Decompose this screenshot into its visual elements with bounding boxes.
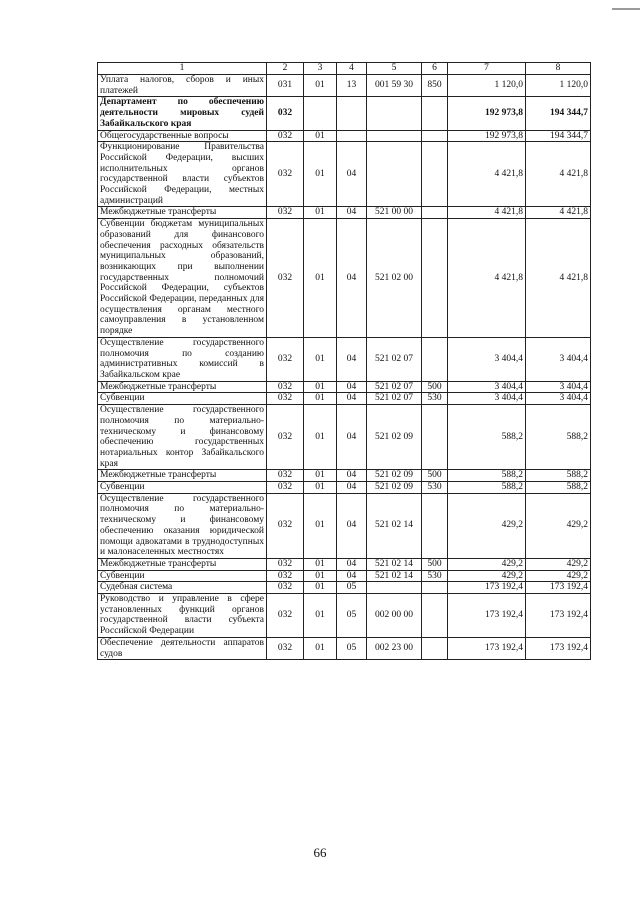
cell-amount-7: 3 404,4 [448,393,526,405]
cell-code-5: 521 00 00 [367,207,422,219]
cell-code-2: 032 [267,207,304,219]
header-col-2: 2 [267,63,304,75]
table-row [98,393,591,405]
cell-code-5: 521 02 07 [367,381,422,393]
table-row [98,75,591,97]
cell-amount-7: 1 120,0 [448,75,526,97]
table-row [98,493,591,558]
cell-code-5: 521 02 07 [367,393,422,405]
cell-code-6 [422,97,448,130]
cell-code-4: 04 [337,142,367,207]
cell-name: Судебная система [98,582,267,594]
cell-code-5: 002 23 00 [367,637,422,659]
cell-code-3: 01 [304,130,337,142]
cell-amount-8: 429,2 [526,493,591,558]
cell-code-4: 04 [337,405,367,470]
table-row [98,570,591,582]
cell-amount-8: 173 192,4 [526,637,591,659]
cell-code-3: 01 [304,142,337,207]
cell-code-4: 04 [337,470,367,482]
cell-code-5: 521 02 14 [367,558,422,570]
table-row [98,130,591,142]
cell-name: Руководство и управление в сфере установленных функций органов государственной власти субъекта Российской Федерации [98,594,267,638]
cell-amount-8: 3 404,4 [526,393,591,405]
cell-code-2: 032 [267,393,304,405]
cell-code-6: 500 [422,558,448,570]
cell-code-2: 032 [267,493,304,558]
cell-name: Субвенции [98,570,267,582]
cell-amount-7: 4 421,8 [448,207,526,219]
cell-code-2: 032 [267,482,304,494]
cell-amount-8: 4 421,8 [526,219,591,338]
header-col-4: 4 [337,63,367,75]
cell-name: Департамент по обеспечению деятельности мировых судей Забайкальского края [98,97,267,130]
header-col-1: 1 [98,63,267,75]
cell-amount-8: 173 192,4 [526,582,591,594]
header-col-3: 3 [304,63,337,75]
cell-code-5: 521 02 07 [367,337,422,381]
cell-amount-7: 588,2 [448,470,526,482]
cell-amount-8: 588,2 [526,470,591,482]
cell-amount-8: 194 344,7 [526,97,591,130]
cell-code-4: 04 [337,482,367,494]
cell-code-3: 01 [304,381,337,393]
page-number: 66 [313,845,327,860]
cell-name: Осуществление государственного полномочия по материально-техническому и финансовому обеспечению оказания юридической помощи адвокатами в труднодоступных и малонаселенных местностях [98,493,267,558]
cell-code-2: 032 [267,594,304,638]
cell-code-5 [367,582,422,594]
cell-code-3: 01 [304,207,337,219]
header-col-7: 7 [448,63,526,75]
table-row [98,482,591,494]
table-row [98,637,591,659]
cell-code-2: 032 [267,142,304,207]
cell-amount-7: 173 192,4 [448,594,526,638]
cell-amount-8: 588,2 [526,405,591,470]
cell-amount-8: 3 404,4 [526,337,591,381]
cell-code-2: 032 [267,637,304,659]
cell-code-4 [337,130,367,142]
cell-code-5 [367,142,422,207]
cell-code-5: 521 02 09 [367,405,422,470]
cell-code-4: 05 [337,582,367,594]
cell-code-6 [422,405,448,470]
cell-amount-8: 429,2 [526,570,591,582]
cell-code-2: 032 [267,470,304,482]
cell-code-2: 031 [267,75,304,97]
cell-code-2: 032 [267,219,304,338]
cell-code-2: 032 [267,405,304,470]
cell-code-5 [367,97,422,130]
cell-amount-8: 194 344,7 [526,130,591,142]
cell-amount-8: 588,2 [526,482,591,494]
table-row [98,558,591,570]
cell-code-6: 500 [422,470,448,482]
cell-code-2: 032 [267,381,304,393]
table-row [98,337,591,381]
cell-code-4: 04 [337,493,367,558]
cell-code-3: 01 [304,493,337,558]
cell-code-2: 032 [267,97,304,130]
table-row [98,219,591,338]
cell-amount-7: 4 421,8 [448,142,526,207]
cell-amount-7: 173 192,4 [448,582,526,594]
cell-code-3: 01 [304,594,337,638]
cell-code-4: 04 [337,219,367,338]
cell-name: Субвенции [98,482,267,494]
cell-amount-7: 173 192,4 [448,637,526,659]
cell-code-5: 521 02 09 [367,470,422,482]
cell-code-2: 032 [267,337,304,381]
cell-code-6 [422,582,448,594]
cell-amount-7: 192 973,8 [448,130,526,142]
cell-code-3: 01 [304,558,337,570]
cell-amount-8: 1 120,0 [526,75,591,97]
cell-amount-7: 429,2 [448,558,526,570]
header-col-5: 5 [367,63,422,75]
cell-code-4: 04 [337,381,367,393]
scan-corner-mark [612,8,640,10]
table-header-row [98,63,591,75]
cell-code-6: 530 [422,482,448,494]
cell-code-6: 530 [422,393,448,405]
cell-code-6 [422,493,448,558]
cell-code-4: 05 [337,637,367,659]
budget-table [97,62,591,660]
cell-name: Уплата налогов, сборов и иных платежей [98,75,267,97]
cell-code-4 [337,97,367,130]
cell-name: Межбюджетные трансферты [98,470,267,482]
cell-code-6: 850 [422,75,448,97]
cell-code-5: 002 00 00 [367,594,422,638]
cell-name: Осуществление государственного полномочия по материально-техническому и финансовому обеспечению государственных нотариальных контор Забайкальского края [98,405,267,470]
cell-code-3: 01 [304,337,337,381]
cell-code-4: 04 [337,570,367,582]
cell-amount-7: 4 421,8 [448,219,526,338]
cell-code-5: 521 02 14 [367,570,422,582]
cell-code-5: 521 02 14 [367,493,422,558]
cell-amount-7: 588,2 [448,482,526,494]
header-col-8: 8 [526,63,591,75]
cell-name: Осуществление государственного полномочия по созданию административных комиссий в Забайкальском крае [98,337,267,381]
cell-code-5: 521 02 09 [367,482,422,494]
cell-code-3: 01 [304,393,337,405]
cell-code-6 [422,337,448,381]
cell-code-3: 01 [304,582,337,594]
cell-code-6: 530 [422,570,448,582]
cell-amount-7: 3 404,4 [448,337,526,381]
cell-code-3: 01 [304,405,337,470]
cell-amount-7: 429,2 [448,570,526,582]
cell-code-5 [367,130,422,142]
cell-code-2: 032 [267,130,304,142]
cell-code-2: 032 [267,558,304,570]
cell-code-2: 032 [267,570,304,582]
cell-amount-8: 173 192,4 [526,594,591,638]
cell-code-5: 001 59 30 [367,75,422,97]
cell-name: Субвенции [98,393,267,405]
cell-code-5: 521 02 00 [367,219,422,338]
cell-amount-8: 3 404,4 [526,381,591,393]
cell-code-6 [422,142,448,207]
cell-name: Субвенции бюджетам муниципальных образований для финансового обеспечения расходных обязательств муниципальных образований, возникающих при выполнении государственных полномочий Российской Федерации, субъектов Российской Федерации, переданных для осуществления органам местного самоуправления в установленном порядке [98,219,267,338]
cell-code-3: 01 [304,470,337,482]
table-row [98,207,591,219]
table-row [98,470,591,482]
cell-amount-7: 192 973,8 [448,97,526,130]
cell-code-4: 13 [337,75,367,97]
table-body [98,75,591,660]
cell-amount-7: 429,2 [448,493,526,558]
table-row [98,405,591,470]
cell-code-6 [422,637,448,659]
cell-code-3: 01 [304,637,337,659]
cell-amount-8: 4 421,8 [526,142,591,207]
cell-code-4: 04 [337,558,367,570]
cell-code-6 [422,207,448,219]
cell-amount-7: 3 404,4 [448,381,526,393]
cell-code-4: 04 [337,393,367,405]
cell-name: Функционирование Правительства Российской Федерации, высших исполнительных органов государственной власти субъектов Российской Федерации, местных администраций [98,142,267,207]
table-row [98,381,591,393]
cell-code-2: 032 [267,582,304,594]
cell-code-6: 500 [422,381,448,393]
cell-name: Межбюджетные трансферты [98,381,267,393]
cell-name: Обеспечение деятельности аппаратов судов [98,637,267,659]
cell-code-4: 05 [337,594,367,638]
cell-code-3: 01 [304,219,337,338]
table-row [98,142,591,207]
cell-code-6 [422,219,448,338]
cell-code-6 [422,130,448,142]
cell-amount-8: 4 421,8 [526,207,591,219]
table-row [98,97,591,130]
cell-name: Межбюджетные трансферты [98,558,267,570]
cell-amount-7: 588,2 [448,405,526,470]
cell-code-3: 01 [304,570,337,582]
cell-code-3 [304,97,337,130]
cell-code-6 [422,594,448,638]
cell-code-3: 01 [304,75,337,97]
table-row [98,582,591,594]
cell-code-3: 01 [304,482,337,494]
header-col-6: 6 [422,63,448,75]
cell-code-4: 04 [337,207,367,219]
cell-name: Общегосударственные вопросы [98,130,267,142]
table-row [98,594,591,638]
cell-amount-8: 429,2 [526,558,591,570]
cell-name: Межбюджетные трансферты [98,207,267,219]
cell-code-4: 04 [337,337,367,381]
